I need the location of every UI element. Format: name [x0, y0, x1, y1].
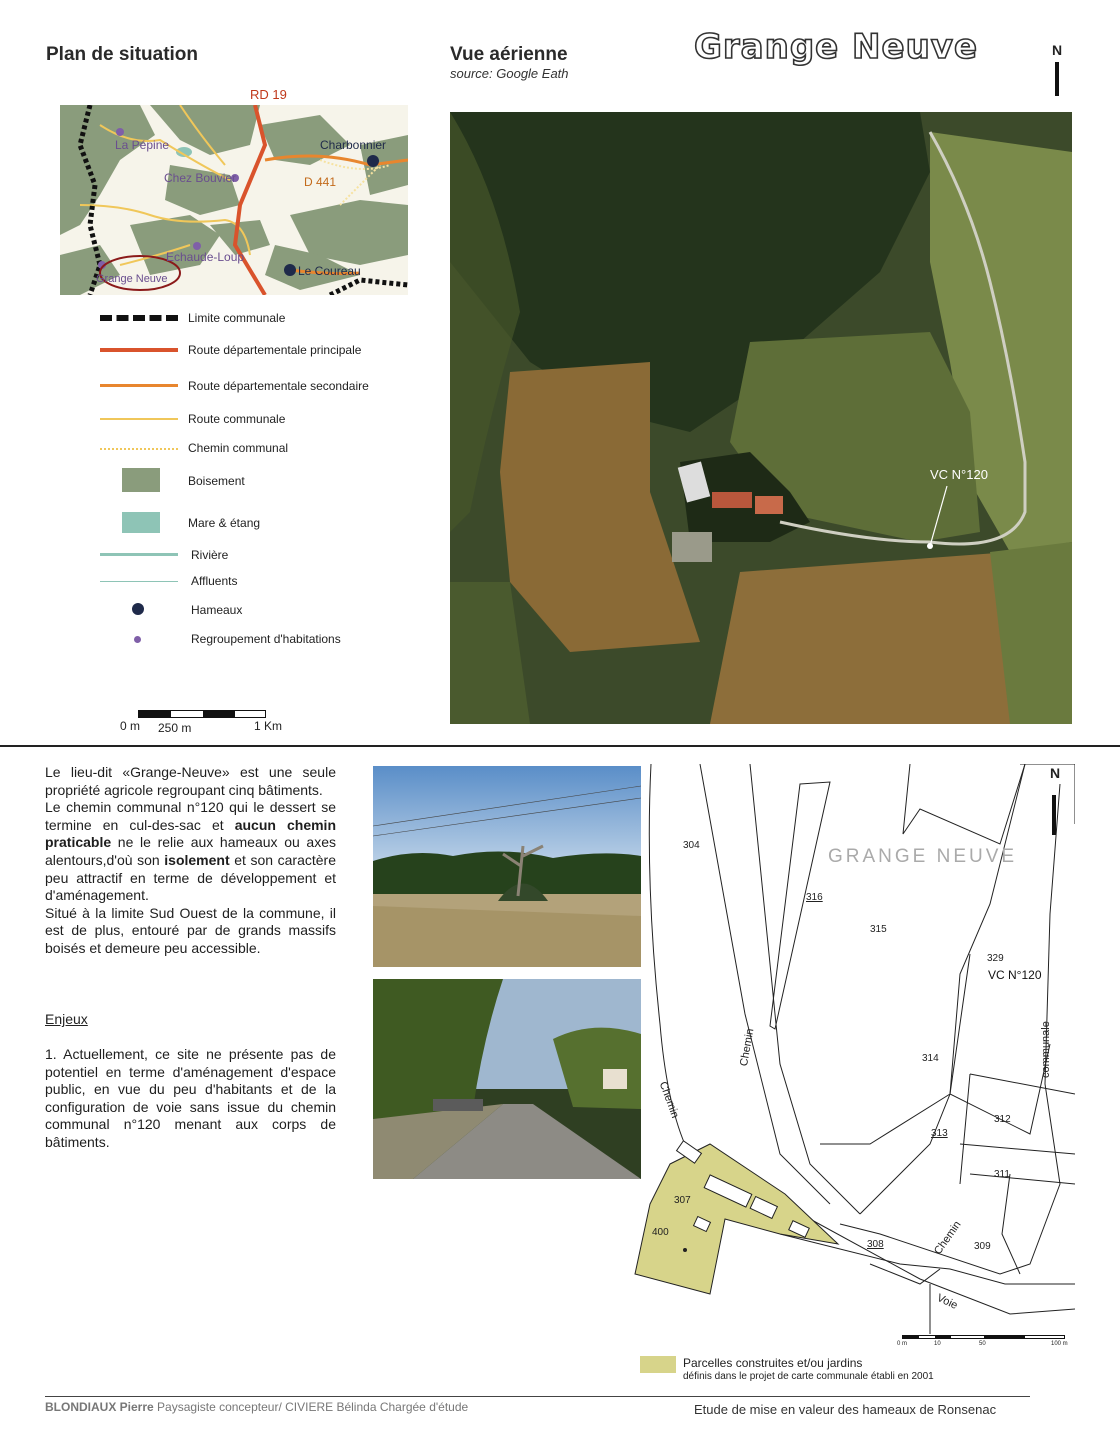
cadastre-scale-d: 100 m — [1051, 1341, 1068, 1347]
legend-boisement-label: Boisement — [188, 474, 245, 488]
legend-regroupement-label: Regroupement d'habitations — [191, 632, 341, 646]
cadastre-legend-swatch — [640, 1356, 676, 1373]
place-chez-bouvier: Chez Bouvier — [164, 171, 237, 185]
legend-regroupement-swatch — [134, 636, 141, 643]
cadastre-chemin-left: Chemin — [656, 1080, 681, 1120]
section-divider — [0, 745, 1120, 747]
road-label-rd19: RD 19 — [250, 87, 287, 102]
situation-scale-mid: 250 m — [158, 721, 192, 735]
cadastre-scale-b: 10 — [934, 1341, 941, 1347]
parcel-314: 314 — [922, 1053, 939, 1064]
description-block — [45, 764, 336, 958]
description-p2-c: ne le relie aux hameaux ou axes alentours,d'où son — [45, 834, 336, 868]
enjeux-item-1: 1. Actuellement, ce site ne présente pas de potentiel en terme d'aménagement d'espace public, en vue du peu d'habitants et de la configuration de voie sans issue du chemin communal n°120 menant aux corps de bâtiments. — [45, 1046, 336, 1150]
parcel-309: 309 — [974, 1241, 991, 1252]
cadastre-chemin-middle: Chemin — [738, 1027, 757, 1068]
road-label-d441: D 441 — [304, 175, 337, 189]
footer-author-rest: Paysagiste concepteur/ CIVIERE Bélinda Chargée d'étude — [153, 1400, 469, 1414]
parcel-304: 304 — [683, 840, 700, 851]
aerial-photo — [450, 112, 1072, 724]
cadastre-title: GRANGE NEUVE — [828, 846, 1018, 867]
parcel-316: 316 — [806, 892, 823, 903]
place-grange-neuve: Grange Neuve — [96, 273, 168, 285]
place-le-coureau: Le Coureau — [298, 264, 361, 278]
legend-riviere-label: Rivière — [191, 548, 229, 562]
cadastre-legend-title: Parcelles construites et/ou jardins — [683, 1356, 863, 1370]
legend-limite-swatch — [100, 315, 178, 321]
place-charbonnier: Charbonnier — [320, 138, 387, 152]
legend-chemin-communal-swatch — [100, 448, 178, 450]
cadastre-north-arrow-icon — [1052, 795, 1056, 835]
legend-chemin-communal-label: Chemin communal — [188, 441, 289, 455]
cadastre-scale-c: 50 — [979, 1341, 986, 1347]
footer-authors — [45, 1400, 468, 1414]
description-p2-isolement: isolement — [164, 851, 230, 868]
legend-limite-label: Limite communale — [188, 311, 286, 325]
cadastre-scale-bar — [902, 1335, 1065, 1339]
north-label: N — [1052, 42, 1063, 58]
place-la-pepine: La Pépine — [115, 138, 170, 152]
description-p2 — [45, 799, 336, 905]
parcel-313: 313 — [931, 1128, 948, 1139]
enjeux-title: Enjeux — [45, 1011, 88, 1027]
description-p2-emphasis: aucun chemin praticable — [45, 816, 336, 851]
legend-affluents-label: Affluents — [191, 574, 238, 588]
cadastre-communale: communale — [1040, 1021, 1052, 1078]
footer-rule — [45, 1396, 1030, 1397]
description-p3: Situé à la limite Sud Ouest de la commune, il est de plus, entouré par de grands massifs boisés et demeure peu accessible. — [45, 904, 336, 956]
photo-field — [373, 766, 641, 967]
site-title: Grange Neuve — [694, 27, 978, 67]
legend-hameaux-label: Hameaux — [191, 603, 243, 617]
place-echaude-loup: Echaude-Loup — [166, 250, 245, 264]
footer-author-name: BLONDIAUX Pierre — [45, 1400, 154, 1414]
legend-route-communale-swatch — [100, 418, 178, 420]
legend-route-secondaire-swatch — [100, 384, 178, 387]
footer-study-title: Etude de mise en valeur des hameaux de Ronsenac — [694, 1402, 997, 1417]
legend-boisement-swatch — [122, 468, 160, 492]
parcel-307: 307 — [674, 1195, 691, 1206]
cadastre-north-label: N — [1050, 765, 1061, 781]
legend-mare-label: Mare & étang — [188, 516, 261, 530]
situation-scale-bar — [138, 710, 266, 718]
legend-route-secondaire-label: Route départementale secondaire — [188, 379, 369, 393]
legend-route-communale-label: Route communale — [188, 412, 286, 426]
description-p1: Le lieu-dit «Grange-Neuve» est une seule propriété agricole regroupant cinq bâtiments. — [45, 764, 336, 798]
legend-affluents-swatch — [100, 581, 178, 582]
situation-scale-zero: 0 m — [120, 719, 141, 733]
legend-mare-swatch — [122, 512, 160, 533]
north-arrow-icon — [1055, 62, 1059, 96]
aerial-title: Vue aérienne — [450, 44, 568, 65]
parcel-312: 312 — [994, 1114, 1011, 1125]
parcel-329: 329 — [987, 953, 1004, 964]
parcel-308: 308 — [867, 1239, 884, 1250]
legend-riviere-swatch — [100, 553, 178, 556]
plan-title: Plan de situation — [46, 44, 199, 65]
parcel-311: 311 — [994, 1169, 1010, 1180]
cadastre-chemin-right: Chemin — [932, 1218, 964, 1257]
cadastre-voie: Voie — [934, 1292, 960, 1312]
situation-scale-end: 1 Km — [254, 719, 283, 733]
parcel-400: 400 — [652, 1227, 669, 1238]
aerial-road-label: VC N°120 — [930, 467, 988, 482]
cadastre-road-label: VC N°120 — [988, 968, 1042, 982]
legend-route-principale-label: Route départementale principale — [188, 343, 362, 357]
parcel-315: 315 — [870, 924, 887, 935]
legend-hameaux-swatch — [132, 603, 144, 615]
description-p2-e: et son caractère peu attractif en terme de développement et d'aménagement. — [45, 851, 336, 904]
cadastre-legend-sub: définis dans le projet de carte communale établi en 2001 — [683, 1371, 934, 1382]
aerial-source: source: Google Eath — [450, 66, 569, 81]
photo-road — [373, 979, 641, 1179]
cadastre-scale-a: 0 m — [897, 1341, 908, 1347]
legend-route-principale-swatch — [100, 348, 178, 352]
description-p2-a: Le chemin communal n°120 qui le dessert se termine en cul-des-sac et — [45, 799, 336, 833]
